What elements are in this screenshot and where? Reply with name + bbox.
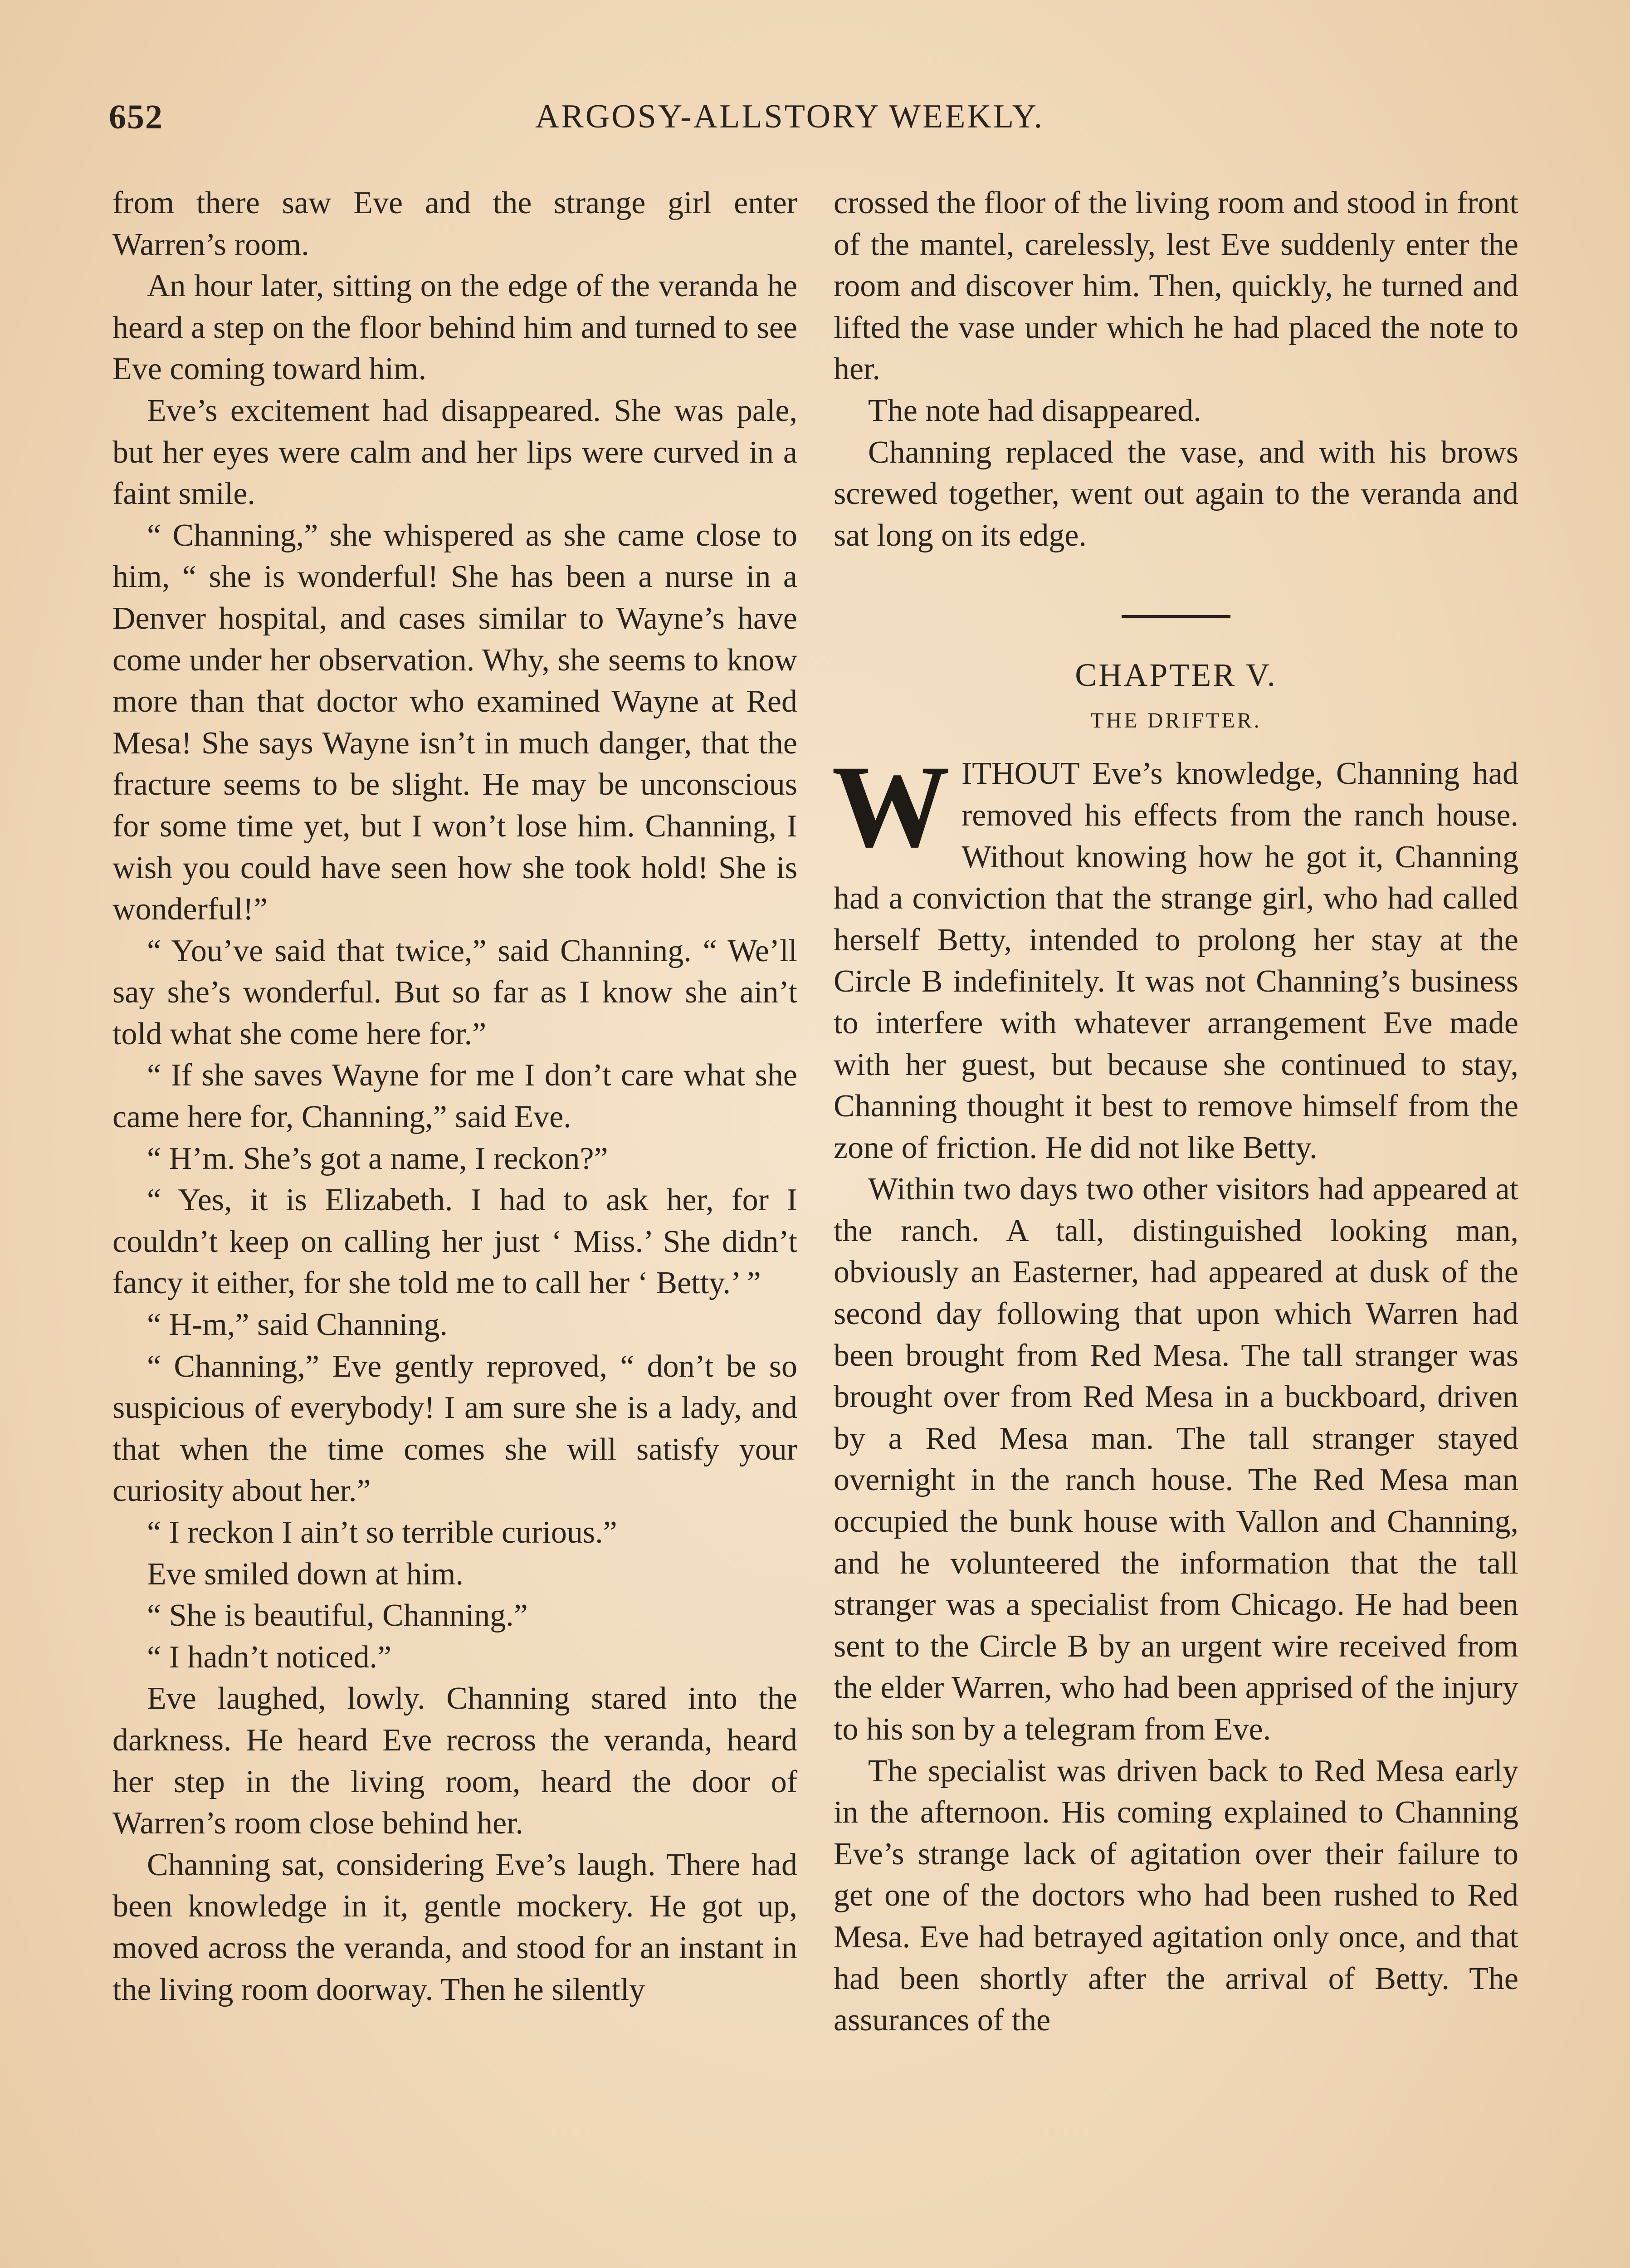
paragraph: The note had disappeared. xyxy=(868,393,1201,428)
paragraph: “ I reckon I ain’t so terrible curious.” xyxy=(147,1515,617,1550)
drop-cap: W xyxy=(832,741,950,872)
paragraph: Channing replaced the vase, and with his brows screwed together, went out again to the veranda and sat long on its edge. xyxy=(834,435,1518,553)
page-number: 652 xyxy=(109,98,163,136)
paragraph: “ Channing,” she whispered as she came close to him, “ she is wonderful! She has been a nurse in a Denver hospital, and cases similar to Wayne’s have come under her observation. Why, she seems to know more than that doctor who examined Wayne at Red Mesa! She says Wayne isn’t in much danger, that the fracture seems to be slight. He may be unconscious for some time yet, but I won’t lose him. Channing, I wish you could have seen how she took hold! She is wonderful!” xyxy=(112,518,797,927)
chapter-subtitle: THE DRIFTER. xyxy=(1090,709,1262,733)
paragraph: “ H’m. She’s got a name, I reckon?” xyxy=(147,1141,608,1176)
paragraph: “ Yes, it is Elizabeth. I had to ask her, for I couldn’t keep on calling her just ‘ Miss.’ She didn’t fancy it either, for she told me to call her ‘ Betty.’ ” xyxy=(112,1183,797,1301)
paragraph: An hour later, sitting on the edge of the veranda he heard a step on the floor behind him and turned to see Eve coming toward him. xyxy=(112,269,797,387)
paragraph: “ If she saves Wayne for me I don’t care what she came here for, Channing,” said Eve. xyxy=(112,1058,797,1135)
paragraph: “ I hadn’t noticed.” xyxy=(147,1639,392,1675)
right-column xyxy=(834,182,1518,2268)
paragraph: Within two days two other visitors had appeared at the ranch. A tall, distinguished looking man, obviously an Easterner, had appeared at dusk of the second day following that upon which Warren had been brought from Red Mesa. The tall stranger was brought over from Red Mesa in a buckboard, driven by a Red Mesa man. The tall stranger stayed overnight in the ranch house. The Red Mesa man occupied the bunk house with Vallon and Channing, and he volunteered the information that the tall stranger was a specialist from Chicago. He had been sent to the Circle B by an urgent wire received from the elder Warren, who had been apprised of the injury to his son by a telegram from Eve. xyxy=(834,1172,1518,1747)
paragraph: Channing sat, considering Eve’s laugh. There had been knowledge in it, gentle mockery. He got up, moved across the veranda, and stood for an instant in the living room doorway. Then he silently xyxy=(112,1847,797,2007)
paragraph: “ You’ve said that twice,” said Channing. “ We’ll say she’s wonderful. But so far as I know she ain’t told what she come here for.” xyxy=(112,933,797,1051)
chapter-heading: CHAPTER V. xyxy=(1075,657,1277,694)
chapter-opening-paragraph xyxy=(832,741,1518,1168)
section-divider xyxy=(1122,615,1230,618)
paragraph: “ She is beautiful, Channing.” xyxy=(147,1598,528,1633)
running-head: ARGOSY-ALLSTORY WEEKLY. xyxy=(535,98,1044,135)
page-header xyxy=(109,98,1515,152)
paragraph: Eve laughed, lowly. Channing stared into the darkness. He heard Eve recross the veranda, heard her step in the living room, heard the door of Warren’s room close behind her. xyxy=(112,1681,797,1841)
paragraph: The specialist was driven back to Red Mesa early in the afternoon. His coming explained to Channing Eve’s strange lack of agitation over their failure to get one of the doctors who had been rushed to Red Mesa. Eve had betrayed agitation only once, and that had been shortly after the arrival of Betty. The assurances of the xyxy=(834,1753,1518,2038)
paragraph: Eve’s excitement had disappeared. She was pale, but her eyes were calm and her lips were curved in a faint smile. xyxy=(112,393,797,512)
paragraph: Eve smiled down at him. xyxy=(147,1556,464,1592)
paragraph: from there saw Eve and the strange girl enter Warren’s room. xyxy=(112,186,797,262)
paragraph: “ Channing,” Eve gently reproved, “ don’t be so suspicious of everybody! I am sure she is a lady, and that when the time comes she will satisfy your curiosity about her.” xyxy=(112,1349,797,1509)
chapter-opening-text: ITHOUT Eve’s knowledge, Channing had removed his effects from the ranch house. Without knowing how he got it, Channing had a conviction that the strange girl, who had called herself Betty, intended to prolong her stay at the Circle B indefinitely. It was not Channing’s business to interfere with whatever arrangement Eve made with her guest, but because she continued to stay, Channing thought it best to remove himself from the zone of friction. He did not like Betty. xyxy=(834,756,1518,1165)
paragraph: crossed the floor of the living room and stood in front of the mantel, carelessly, lest Eve suddenly enter the room and discover him. Then, quickly, he turned and lifted the vase under which he had placed the note to her. xyxy=(834,186,1518,387)
left-column xyxy=(112,182,797,2268)
paragraph: “ H-m,” said Channing. xyxy=(147,1307,448,1343)
